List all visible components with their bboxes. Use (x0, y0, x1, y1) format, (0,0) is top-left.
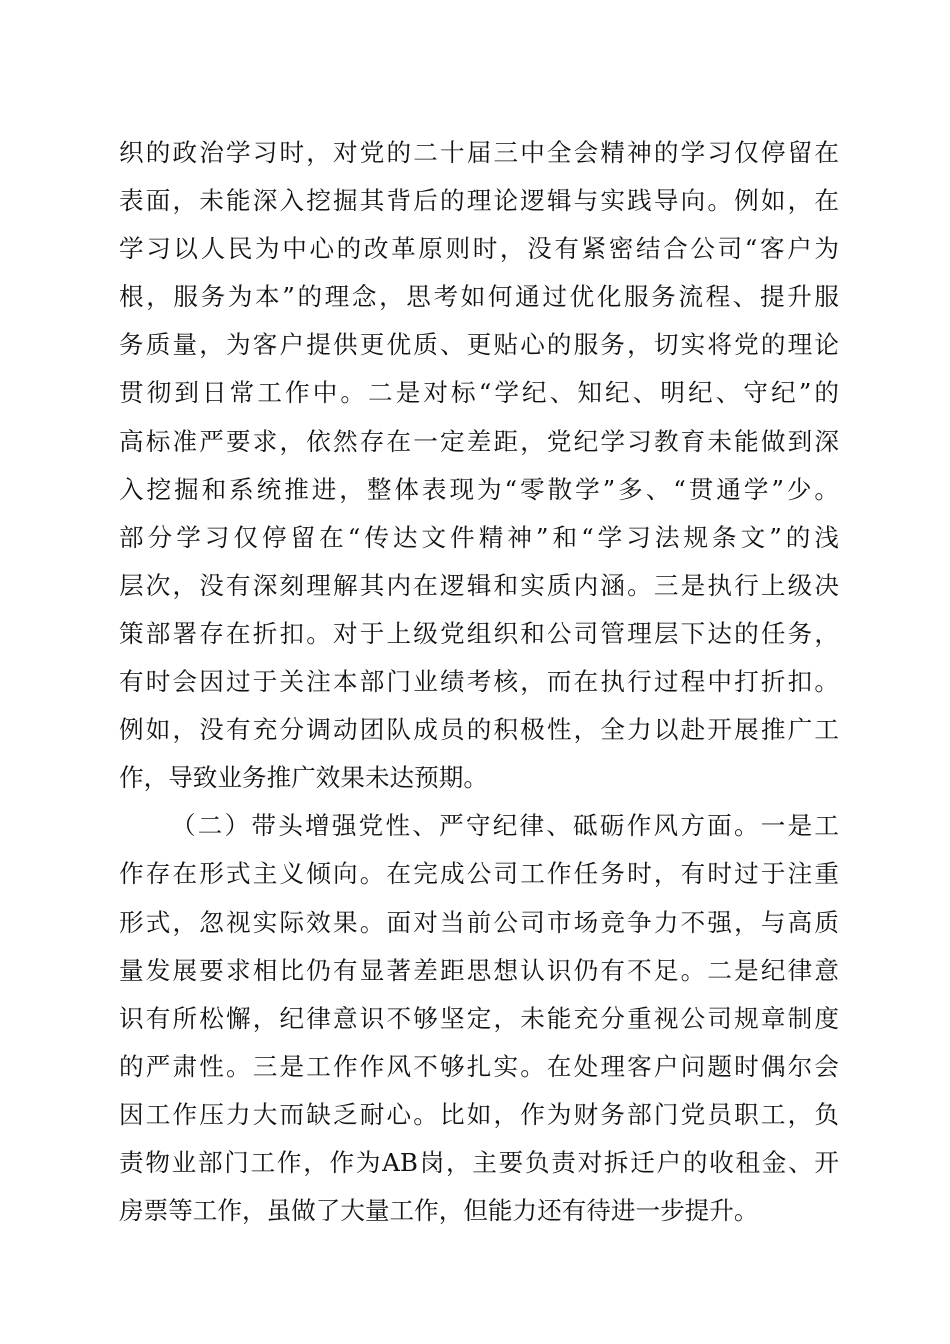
paragraph-line: 层次，没有深刻理解其内在逻辑和实质内涵。三是执行上级决 (119, 570, 839, 600)
paragraph-line: 务质量，为客户提供更优质、更贴心的服务，切实将党的理论 (119, 330, 839, 360)
paragraph-1 (119, 129, 839, 802)
paragraph-line: 表面，未能深入挖掘其背后的理论逻辑与实践导向。例如，在 (119, 186, 839, 216)
paragraph-line: 识有所松懈，纪律意识不够坚定，未能充分重视公司规章制度 (119, 1003, 839, 1033)
paragraph-line: 学习以人民为中心的改革原则时，没有紧密结合公司“客户为 (119, 234, 839, 264)
document-body (119, 129, 839, 1235)
section-heading-line: （二）带头增强党性、严守纪律、砥砺作风方面。一是工 (171, 811, 839, 841)
paragraph-line: 高标准严要求，依然存在一定差距，党纪学习教育未能做到深 (119, 426, 839, 456)
paragraph-line: 入挖掘和系统推进，整体表现为“零散学”多、“贯通学”少。 (119, 474, 839, 504)
paragraph-line: 有时会因过于关注本部门业绩考核，而在执行过程中打折扣。 (119, 667, 839, 697)
paragraph-line: 量发展要求相比仍有显著差距思想认识仍有不足。二是纪律意 (119, 955, 839, 985)
paragraph-line: 织的政治学习时，对党的二十届三中全会精神的学习仅停留在 (119, 138, 839, 167)
paragraph-line: 根，服务为本”的理念，思考如何通过优化服务流程、提升服 (119, 282, 839, 312)
paragraph-2 (119, 802, 839, 1235)
paragraph-line: 形式，忽视实际效果。面对当前公司市场竞争力不强，与高质 (119, 907, 839, 937)
paragraph-line: 例如，没有充分调动团队成员的积极性，全力以赴开展推广工 (119, 715, 839, 745)
paragraph-line: 作，导致业务推广效果未达预期。 (119, 763, 488, 793)
paragraph-line: 责物业部门工作，作为AB岗，主要负责对拆迁户的收租金、开 (119, 1147, 839, 1177)
paragraph-line: 房票等工作，虽做了大量工作，但能力还有待进一步提升。 (119, 1196, 759, 1226)
paragraph-line: 贯彻到日常工作中。二是对标“学纪、知纪、明纪、守纪”的 (119, 378, 839, 408)
paragraph-line: 作存在形式主义倾向。在完成公司工作任务时，有时过于注重 (119, 859, 839, 889)
paragraph-line: 策部署存在折扣。对于上级党组织和公司管理层下达的任务， (119, 618, 839, 648)
paragraph-line: 部分学习仅停留在“传达文件精神”和“学习法规条文”的浅 (119, 522, 839, 552)
paragraph-line: 因工作压力大而缺乏耐心。比如，作为财务部门党员职工，负 (119, 1099, 839, 1129)
paragraph-line: 的严肃性。三是工作作风不够扎实。在处理客户问题时偶尔会 (119, 1051, 839, 1081)
